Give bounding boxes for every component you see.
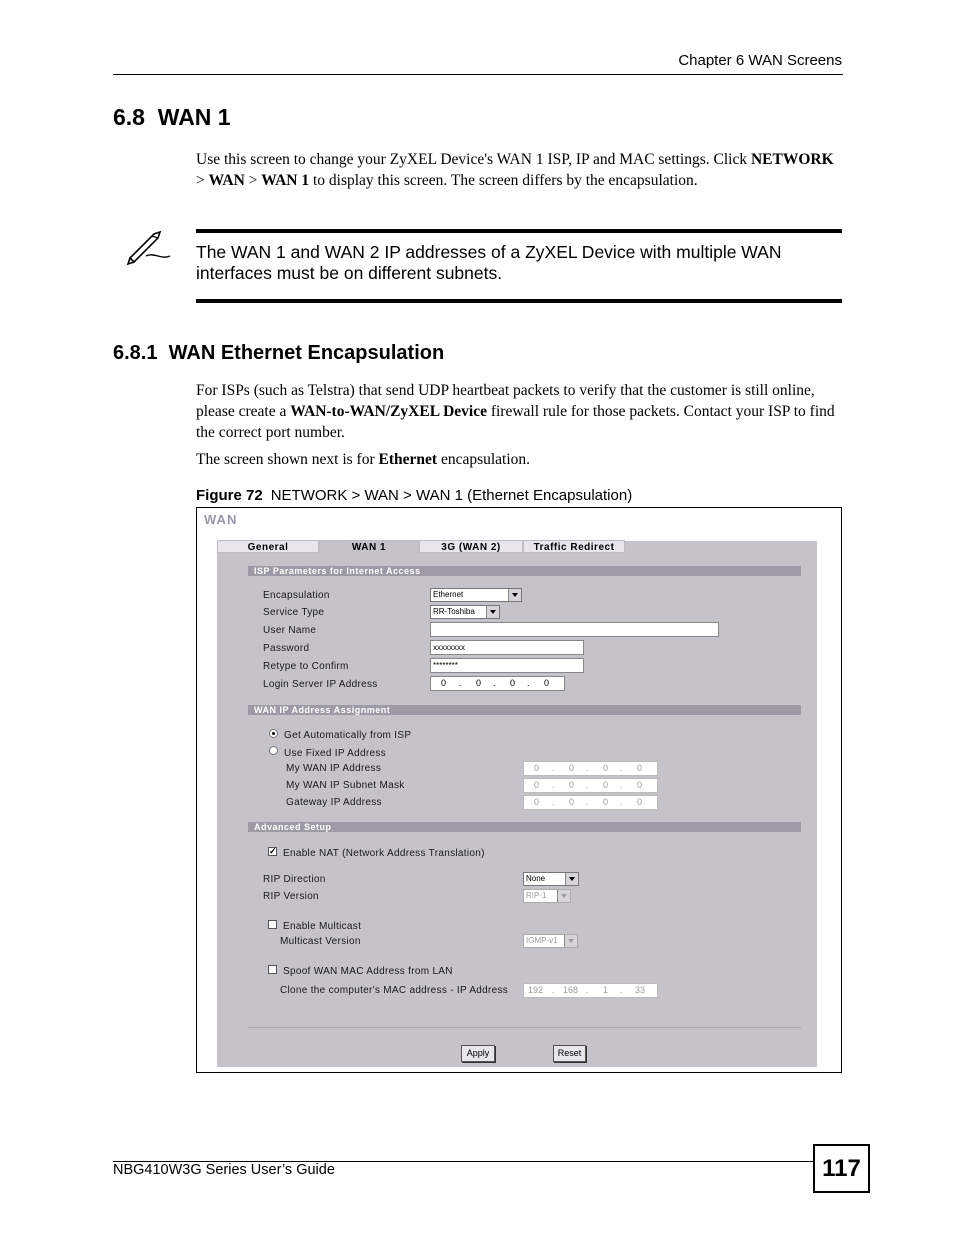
retype-password-input[interactable]: ******** bbox=[430, 658, 584, 673]
tab-traffic-redirect[interactable]: Traffic Redirect bbox=[523, 540, 625, 553]
enable-nat-label: Enable NAT (Network Address Translation) bbox=[283, 848, 485, 859]
get-auto-label: Get Automatically from ISP bbox=[284, 730, 412, 741]
isp-paragraph: For ISPs (such as Telstra) that send UDP heartbeat packets to verify that the customer is still online, please create a WAN-to-WAN/ZyXEL Device firewall rule for those packets. Contact your ISP to find the correct port number. bbox=[196, 382, 835, 441]
figure-caption: Figure 72 NETWORK > WAN > WAN 1 (Ethernet Encapsulation) bbox=[196, 487, 633, 504]
spoof-mac-label: Spoof WAN MAC Address from LAN bbox=[283, 966, 453, 977]
password-label: Password bbox=[263, 643, 310, 654]
retype-password-label: Retype to Confirm bbox=[263, 661, 349, 672]
intro-paragraph: Use this screen to change your ZyXEL Device's WAN 1 ISP, IP and MAC settings. Click NETWORK > WAN > WAN 1 to display this screen. The screen differs by the encapsulation. bbox=[196, 151, 834, 189]
enable-multicast-checkbox[interactable] bbox=[268, 920, 277, 929]
screen-title: WAN bbox=[204, 512, 238, 527]
login-server-label: Login Server IP Address bbox=[263, 679, 378, 690]
gateway-ip-label: Gateway IP Address bbox=[286, 797, 382, 808]
rip-direction-select[interactable]: None bbox=[523, 872, 579, 886]
note-bottom-rule bbox=[196, 299, 842, 303]
note-top-rule bbox=[196, 229, 842, 233]
login-server-ip-input[interactable]: 0 . 0 . 0 . 0 bbox=[430, 676, 565, 691]
page-number: 117 bbox=[813, 1144, 870, 1193]
subnet-mask-label: My WAN IP Subnet Mask bbox=[286, 780, 405, 791]
chapter-header: Chapter 6 WAN Screens bbox=[678, 52, 842, 69]
chevron-down-icon bbox=[564, 935, 577, 947]
rip-version-label: RIP Version bbox=[263, 891, 319, 902]
form-area bbox=[217, 541, 817, 1067]
advanced-section-header: Advanced Setup bbox=[248, 822, 801, 832]
my-wan-ip-input[interactable]: 0 . 0 . 0 . 0 bbox=[523, 761, 658, 776]
multicast-version-select[interactable]: IGMP-v1 bbox=[523, 934, 578, 948]
reset-button[interactable]: Reset bbox=[553, 1045, 586, 1062]
encapsulation-select[interactable]: Ethernet bbox=[430, 588, 522, 602]
chevron-down-icon bbox=[565, 873, 578, 885]
figure-frame bbox=[196, 507, 842, 1073]
service-type-select[interactable]: RR-Toshiba bbox=[430, 605, 500, 619]
use-fixed-radio[interactable] bbox=[269, 746, 278, 755]
gateway-ip-input[interactable]: 0 . 0 . 0 . 0 bbox=[523, 795, 658, 810]
chevron-down-icon bbox=[486, 606, 499, 618]
service-type-label: Service Type bbox=[263, 607, 325, 618]
note-text: The WAN 1 and WAN 2 IP addresses of a ZyXEL Device with multiple WAN interfaces must be on different subnets. bbox=[196, 242, 782, 283]
clone-mac-ip-input[interactable]: 192 . 168 . 1 . 33 bbox=[523, 983, 658, 998]
tab-general[interactable]: General bbox=[217, 540, 319, 553]
apply-button[interactable]: Apply bbox=[461, 1045, 495, 1062]
get-auto-radio[interactable] bbox=[269, 729, 278, 738]
enable-nat-checkbox[interactable]: ✓ bbox=[269, 846, 277, 856]
tab-3g-wan2[interactable]: 3G (WAN 2) bbox=[419, 540, 523, 553]
chevron-down-icon bbox=[508, 589, 521, 601]
isp-section-header: ISP Parameters for Internet Access bbox=[248, 566, 801, 576]
user-name-input[interactable] bbox=[430, 622, 719, 637]
my-wan-ip-label: My WAN IP Address bbox=[286, 763, 382, 774]
multicast-version-label: Multicast Version bbox=[280, 936, 361, 947]
clone-mac-label: Clone the computer's MAC address - IP Address bbox=[280, 985, 509, 996]
user-name-label: User Name bbox=[263, 625, 317, 636]
chevron-down-icon bbox=[557, 890, 570, 902]
wan-ip-section-header: WAN IP Address Assignment bbox=[248, 705, 801, 715]
rip-version-select[interactable]: RIP-1 bbox=[523, 889, 571, 903]
use-fixed-label: Use Fixed IP Address bbox=[284, 748, 386, 759]
subsection-title: 6.8.1 WAN Ethernet Encapsulation bbox=[113, 342, 445, 364]
encapsulation-label: Encapsulation bbox=[263, 590, 330, 601]
tab-wan1[interactable]: WAN 1 bbox=[319, 540, 419, 553]
spoof-mac-checkbox[interactable] bbox=[268, 965, 277, 974]
guide-title: NBG410W3G Series User’s Guide bbox=[113, 1162, 335, 1178]
form-divider bbox=[248, 1027, 801, 1028]
encapsulation-paragraph: The screen shown next is for Ethernet encapsulation. bbox=[196, 451, 531, 468]
section-title: 6.8 WAN 1 bbox=[113, 104, 231, 130]
subnet-mask-input[interactable]: 0 . 0 . 0 . 0 bbox=[523, 778, 658, 793]
rip-direction-label: RIP Direction bbox=[263, 874, 326, 885]
password-input[interactable]: xxxxxxxx bbox=[430, 640, 584, 655]
note-pencil-icon bbox=[124, 226, 174, 266]
enable-multicast-label: Enable Multicast bbox=[283, 921, 362, 932]
header-rule bbox=[113, 74, 843, 75]
